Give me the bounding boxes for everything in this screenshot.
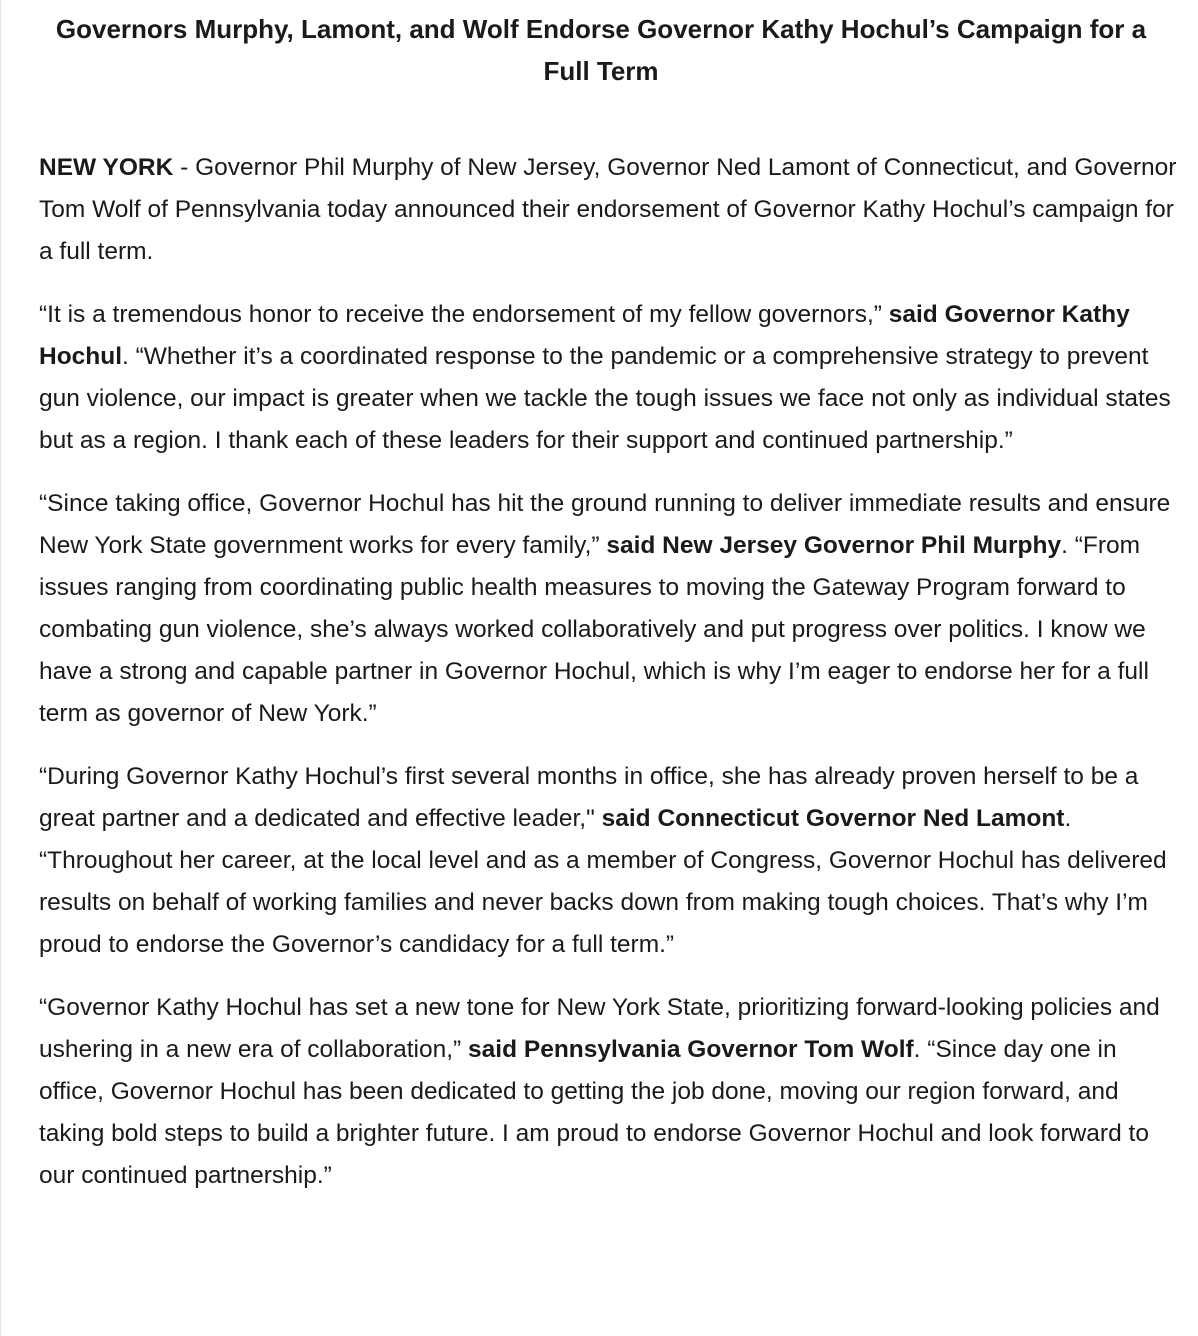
- article-body: [39, 147, 1179, 1218]
- quote-opening: “Since taking office, Governor Hochul has hit the ground running to deliver immediate results and ensure New York State government works for every family,”: [39, 490, 1171, 559]
- quote-paragraph-lamont: [39, 756, 1179, 966]
- headline: Governors Murphy, Lamont, and Wolf Endorse Governor Kathy Hochul’s Campaign for a Full Term: [55, 14, 1147, 86]
- quote-continuation: . “Since day one in office, Governor Hochul has been dedicated to getting the job done, moving our region forward, and taking bold steps to build a brighter future. I am proud to endorse Governor Hochul and look forward to our continued partnership.”: [39, 1036, 1149, 1189]
- quote-paragraph-murphy: [39, 483, 1179, 735]
- attribution-wolf: said Pennsylvania Governor Tom Wolf: [468, 1036, 914, 1063]
- attribution-murphy: said New Jersey Governor Phil Murphy: [606, 532, 1062, 559]
- attribution-lamont: said Connecticut Governor Ned Lamont: [601, 805, 1065, 832]
- quote-opening: “It is a tremendous honor to receive the endorsement of my fellow governors,”: [39, 301, 889, 328]
- quote-continuation: . “Throughout her career, at the local level and as a member of Congress, Governor Hochul has delivered results on behalf of working families and never backs down from making tough choices. That’s why I’m proud to endorse the Governor’s candidacy for a full term.”: [39, 805, 1167, 958]
- quote-opening: “During Governor Kathy Hochul’s first several months in office, she has already proven herself to be a great partner and a dedicated and effective leader,": [39, 763, 1139, 832]
- quote-paragraph-hochul: [39, 294, 1179, 462]
- quote-opening: “Governor Kathy Hochul has set a new tone for New York State, prioritizing forward-looking policies and ushering in a new era of collaboration,”: [39, 994, 1160, 1063]
- quote-continuation: . “From issues ranging from coordinating public health measures to moving the Gateway Program forward to combating gun violence, she’s always worked collaboratively and put progress over politics. I know we have a strong and capable partner in Governor Hochul, which is why I’m eager to endorse her for a full term as governor of New York.”: [39, 532, 1149, 727]
- dateline: NEW YORK: [39, 154, 174, 181]
- attribution-hochul: said Governor Kathy Hochul: [39, 301, 1130, 370]
- lead-text: - Governor Phil Murphy of New Jersey, Governor Ned Lamont of Connecticut, and Governor Tom Wolf of Pennsylvania today announced their endorsement of Governor Kathy Hochul’s campaign for a full term.: [39, 154, 1177, 265]
- lead-paragraph: [39, 147, 1179, 273]
- quote-paragraph-wolf: [39, 987, 1179, 1197]
- quote-continuation: . “Whether it’s a coordinated response to the pandemic or a comprehensive strategy to prevent gun violence, our impact is greater when we tackle the tough issues we face not only as individual states but as a region. I thank each of these leaders for their support and continued partnership.”: [39, 343, 1171, 454]
